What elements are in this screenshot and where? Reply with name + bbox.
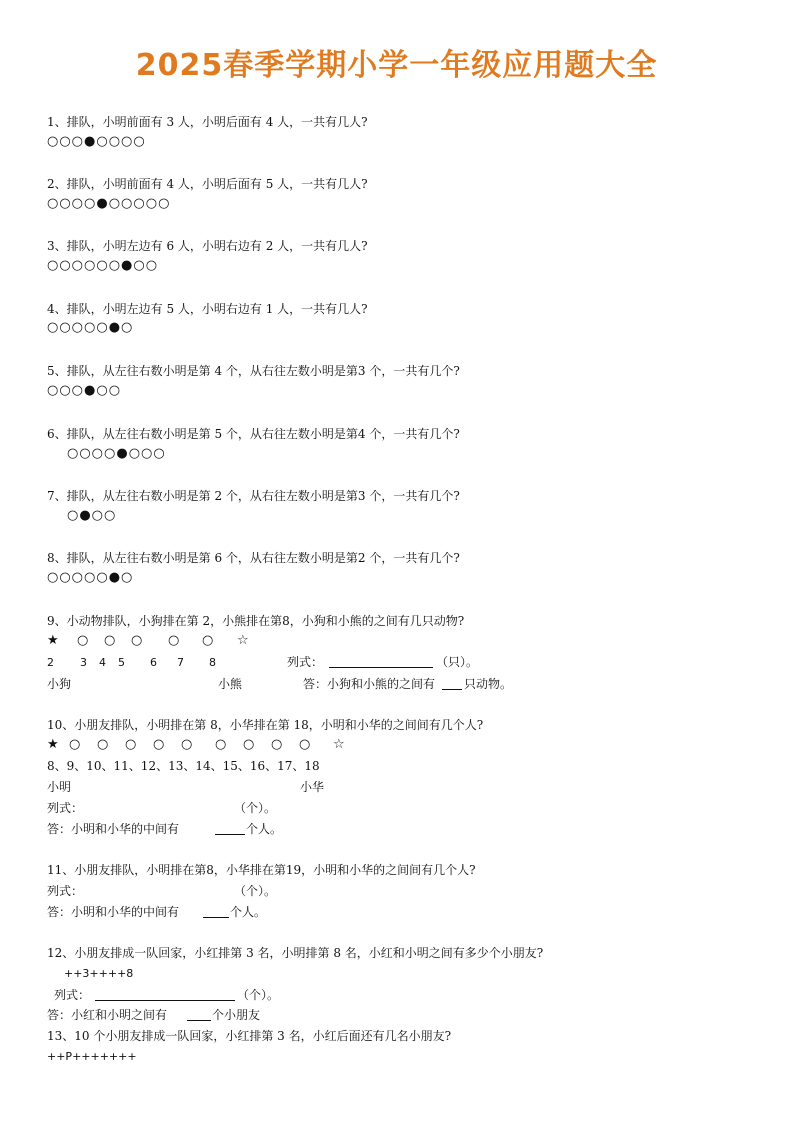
answer-prefix: 答：小红和小明之间有 [47, 1008, 168, 1022]
answer-prefix: 答：小明和小华的中间有 [47, 822, 180, 836]
name-label-xiaohua: 小华 [300, 780, 325, 794]
question-10: 10、小朋友排队，小明排在第 8，小华排在第 18，小明和小华的之间间有几个人? [47, 718, 484, 732]
queue-dots-7: ○●○○ [67, 508, 117, 523]
answer-blank[interactable] [215, 822, 245, 835]
circle-icon: ○ [181, 737, 193, 752]
formula-unit: （个）。 [234, 884, 277, 898]
queue-dots-8: ○○○○○●○ [47, 570, 134, 585]
queue-diagram: ++3++++8 [64, 967, 134, 980]
question-5: 5、排队，从左往右数小明是第 4 个，从右往左数小明是第3 个，一共有几个? [47, 364, 460, 378]
position-number: 4 [99, 656, 106, 669]
circle-icon: ○ [215, 737, 227, 752]
position-number: 7 [177, 656, 184, 669]
page-title: 2025春季学期小学一年级应用题大全 [135, 48, 658, 83]
name-label-bear: 小熊 [218, 677, 243, 691]
formula-blank[interactable] [95, 988, 235, 1001]
circle-icon: ○ [299, 737, 311, 752]
queue-dots-2: ○○○○●○○○○○ [47, 196, 171, 211]
answer-blank[interactable] [203, 905, 229, 918]
question-9: 9、小动物排队，小狗排在第 2，小熊排在第8，小狗和小熊的之间有几只动物? [47, 614, 465, 628]
circle-icon: ○ [271, 737, 283, 752]
circle-icon: ○ [125, 737, 137, 752]
formula-unit: （个）。 [237, 988, 280, 1002]
formula-label: 列式： [54, 988, 91, 1002]
circle-icon: ○ [69, 737, 81, 752]
formula-label: 列式： [47, 801, 84, 815]
position-number: 5 [118, 656, 125, 669]
white-star-icon: ☆ [237, 633, 249, 648]
answer-blank[interactable] [187, 1008, 211, 1021]
answer-prefix: 答：小明和小华的中间有 [47, 905, 180, 919]
formula-blank[interactable] [329, 655, 433, 668]
name-label-xiaoming: 小明 [47, 780, 72, 794]
queue-dots-1: ○○○●○○○○ [47, 134, 146, 149]
question-4: 4、排队，小明左边有 5 人，小明右边有 1 人，一共有几人? [47, 302, 368, 316]
answer-suffix: 个人。 [230, 905, 267, 919]
question-7: 7、排队，从左往右数小明是第 2 个，从右往左数小明是第3 个，一共有几个? [47, 489, 460, 503]
position-number: 6 [150, 656, 157, 669]
formula-unit: （个）。 [234, 801, 277, 815]
circle-icon: ○ [77, 633, 89, 648]
question-8: 8、排队，从左往右数小明是第 6 个，从右往左数小明是第2 个，一共有几个? [47, 551, 460, 565]
queue-diagram: ++P+++++++ [47, 1050, 137, 1063]
queue-dots-3: ○○○○○○●○○ [47, 258, 159, 273]
queue-dots-4: ○○○○○●○ [47, 320, 134, 335]
circle-icon: ○ [153, 737, 165, 752]
star-icon: ★ [47, 633, 59, 648]
circle-icon: ○ [168, 633, 180, 648]
circle-icon: ○ [131, 633, 143, 648]
name-label-dog: 小狗 [47, 677, 72, 691]
formula-unit: （只）。 [436, 655, 479, 669]
formula-label: 列式： [287, 655, 324, 669]
question-11: 11、小朋友排队，小明排在第8，小华排在第19，小明和小华的之间间有几个人? [47, 863, 476, 877]
answer-suffix: 个小朋友 [212, 1008, 261, 1022]
star-icon: ★ [47, 737, 59, 752]
question-1: 1、排队，小明前面有 3 人，小明后面有 4 人，一共有几人? [47, 115, 368, 129]
position-number: 8 [209, 656, 216, 669]
question-3: 3、排队，小明左边有 6 人，小明右边有 2 人，一共有几人? [47, 239, 368, 253]
question-12: 12、小朋友排成一队回家，小红排第 3 名，小明排第 8 名，小红和小明之间有多少个小朋友? [47, 946, 544, 960]
circle-icon: ○ [243, 737, 255, 752]
queue-dots-5: ○○○●○○ [47, 383, 122, 398]
position-number: 2 [47, 656, 54, 669]
position-number: 3 [80, 656, 87, 669]
question-2: 2、排队，小明前面有 4 人，小明后面有 5 人，一共有几人? [47, 177, 368, 191]
answer-prefix: 答：小狗和小熊的之间有 [303, 677, 436, 691]
formula-label: 列式： [47, 884, 84, 898]
position-numbers: 8、9、10、11、12、13、14、15、16、17、18 [47, 759, 320, 773]
question-6: 6、排队，从左往右数小明是第 5 个，从右往左数小明是第4 个，一共有几个? [47, 427, 460, 441]
circle-icon: ○ [97, 737, 109, 752]
white-star-icon: ☆ [333, 737, 345, 752]
circle-icon: ○ [202, 633, 214, 648]
answer-suffix: 只动物。 [464, 677, 513, 691]
queue-dots-6: ○○○○●○○○ [67, 446, 166, 461]
answer-suffix: 个人。 [246, 822, 283, 836]
question-13: 13、10 个小朋友排成一队回家，小红排第 3 名，小红后面还有几名小朋友? [47, 1029, 452, 1043]
circle-icon: ○ [104, 633, 116, 648]
answer-blank[interactable] [442, 677, 462, 690]
